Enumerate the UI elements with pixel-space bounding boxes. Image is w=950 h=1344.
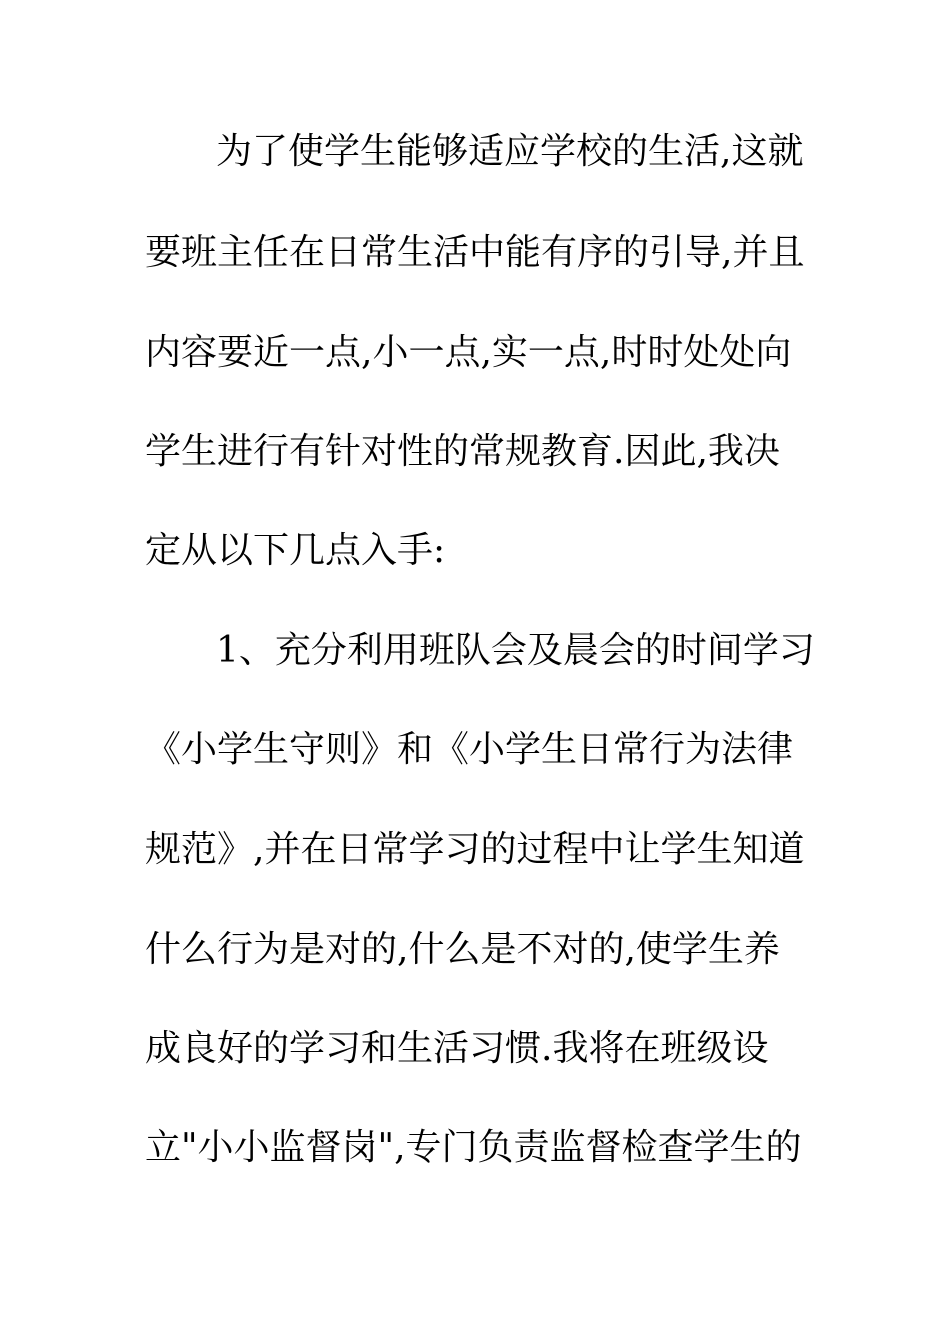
paragraph-1-line-3: 内容要近一点,小一点,实一点,时时处处向 [145,332,792,373]
paragraph-2-line-4: 什么行为是对的,什么是不对的,使学生养 [145,929,780,970]
paragraph-1-line-5: 定从以下几点入手: [145,530,446,571]
paragraph-2-line-6: 立"小小监督岗",专门负责监督检查学生的 [145,1127,802,1168]
paragraph-2-line-3: 规范》,并在日常学习的过程中让学生知道 [145,829,805,870]
paragraph-1-line-4: 学生进行有针对性的常规教育.因此,我决 [145,431,780,472]
paragraph-1-line-2: 要班主任在日常生活中能有序的引导,并且 [145,232,805,273]
paragraph-2-line-2: 《小学生守则》和《小学生日常行为法律 [145,729,794,770]
paragraph-2-line-1: 1、充分利用班队会及晨会的时间学习 [216,630,815,671]
paragraph-2-line-5: 成良好的学习和生活习惯.我将在班级设 [145,1028,769,1069]
paragraph-1-line-1: 为了使学生能够适应学校的生活,这就 [216,131,804,172]
